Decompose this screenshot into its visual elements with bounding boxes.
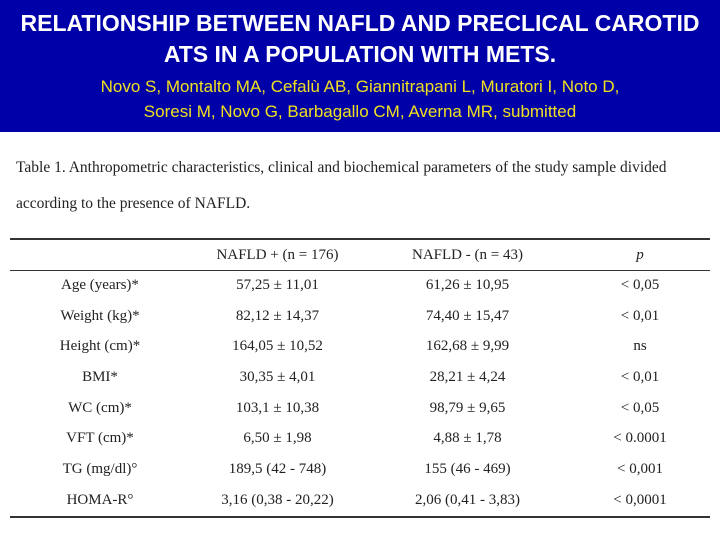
table-row [10,362,710,393]
row-label: HOMA-R° [66,491,134,508]
p-value: < 0,01 [620,368,660,385]
table-cell: 162,68 ± 9,99 [425,338,510,355]
table-cell: 164,05 ± 10,52 [232,338,323,355]
row-label: TG (mg/dl)° [62,460,138,477]
table-cell: 155 (46 - 469) [424,460,511,477]
table-top-rule [10,238,710,240]
table-cell: 189,5 (42 - 748) [228,460,327,477]
table-cell: 61,26 ± 10,95 [425,276,510,293]
table-header-row [10,241,710,270]
table-row [10,331,710,362]
table-cell: 74,40 ± 15,47 [425,307,510,324]
table-cell: 28,21 ± 4,24 [429,368,506,385]
table-row [10,423,710,454]
column-header [10,241,190,270]
table-row [10,454,710,485]
table-cell: 6,50 ± 1,98 [243,430,312,447]
table-row [10,485,710,516]
p-value: < 0,05 [620,399,660,416]
p-value: < 0,05 [620,276,660,293]
table-cell: 82,12 ± 14,37 [235,307,320,324]
column-header: NAFLD + (n = 176) [216,247,339,263]
row-label: Age (years)* [61,276,139,293]
p-value: ns [633,338,647,355]
data-table [10,241,710,516]
table-cell: 2,06 (0,41 - 3,83) [415,491,520,508]
table-row [10,301,710,332]
authors-line-2: Soresi M, Novo G, Barbagallo CM, Averna MR, submitted [143,102,577,121]
row-label: VFT (cm)* [66,430,134,447]
p-value: < 0,01 [620,307,660,324]
slide-header [0,0,720,132]
table-row [10,393,710,424]
table-caption: Table 1. Anthropometric characteristics, clinical and biochemical parameters of the study sample divided according to the presence of NAFLD. [16,159,667,212]
column-header: NAFLD - (n = 43) [412,247,523,263]
slide-title: RELATIONSHIP BETWEEN NAFLD AND PRECLICAL CAROTID ATS IN A POPULATION WITH METS. [20,10,700,67]
row-label: Height (cm)* [59,338,141,355]
row-label: Weight (kg)* [60,307,140,324]
table-cell: 4,88 ± 1,78 [433,430,502,447]
table-bottom-rule [10,516,710,518]
p-value: < 0.0001 [613,430,667,447]
table-cell: 98,79 ± 9,65 [429,399,506,416]
table-cell: 30,35 ± 4,01 [239,368,316,385]
p-value: < 0,0001 [613,491,667,508]
authors-line-1: Novo S, Montalto MA, Cefalù AB, Giannitrapani L, Muratori I, Noto D, [100,77,620,96]
p-value: < 0,001 [617,460,663,477]
table-cell: 103,1 ± 10,38 [235,399,320,416]
table-row [10,270,710,301]
table-cell: 3,16 (0,38 - 20,22) [221,491,334,508]
authors-text [20,74,700,124]
table-cell: 57,25 ± 11,01 [236,276,319,293]
column-header: p [636,247,644,263]
row-label: BMI* [82,368,118,385]
row-label: WC (cm)* [68,399,132,416]
